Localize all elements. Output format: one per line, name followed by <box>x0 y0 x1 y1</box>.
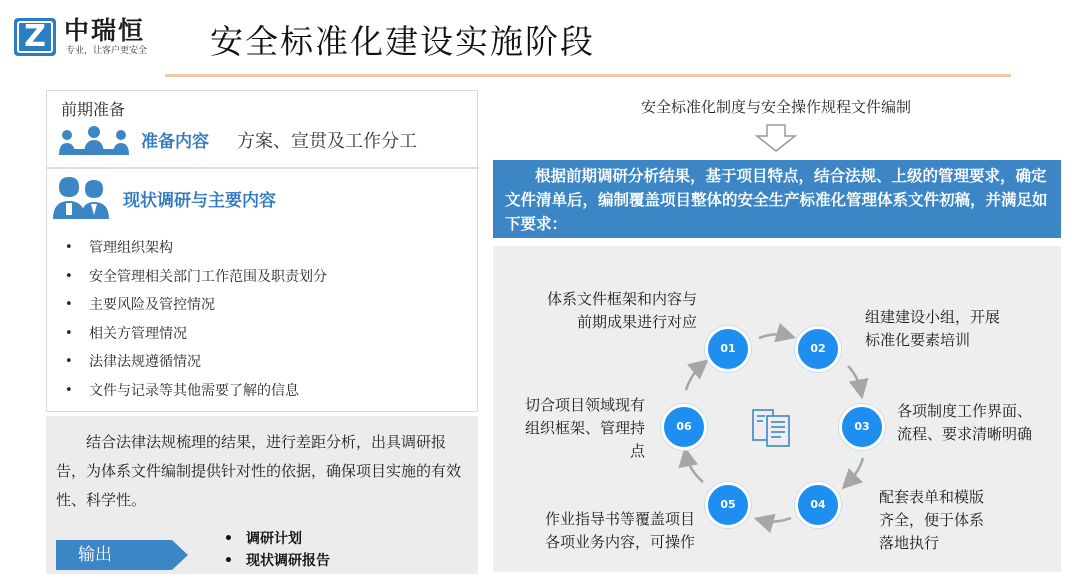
step-caption-04: 配套表单和模版 齐全，便于体系 落地执行 <box>879 488 985 552</box>
preparation-content-text: 方案、宣贯及工作分工 <box>237 131 417 152</box>
output-tag-label: 输出 <box>78 545 112 565</box>
step-node-04: 04 <box>795 482 841 528</box>
step-node-02: 02 <box>795 326 841 372</box>
people-icon <box>51 175 113 219</box>
preparation-divider <box>47 167 479 169</box>
requirements-intro-box <box>493 160 1061 238</box>
preparation-title: 前期准备 <box>61 100 126 119</box>
survey-heading <box>51 175 471 223</box>
step-node-01: 01 <box>705 326 751 372</box>
logo-name: 中瑞恒 <box>64 16 146 45</box>
step-node-03: 03 <box>839 404 885 450</box>
list-item: • 管理组织架构 <box>65 234 465 263</box>
list-item: • 文件与记录等其他需要了解的信息 <box>65 377 465 406</box>
arrow-tag-icon <box>56 540 188 570</box>
output-deliverables <box>224 528 330 572</box>
requirements-cycle-panel <box>493 246 1061 572</box>
document-icon <box>749 406 795 450</box>
page-title: 安全标准化建设实施阶段 <box>210 22 595 61</box>
list-item: • 现状调研报告 <box>224 550 330 572</box>
step-caption-02: 组建建设小组，开展 标准化要素培训 <box>865 308 1001 349</box>
step-caption-01: 体系文件框架和内容与 前期成果进行对应 <box>546 290 697 331</box>
output-tag <box>56 540 188 570</box>
survey-label: 现状调研与主要内容 <box>123 191 276 211</box>
survey-item-list <box>65 234 465 405</box>
preparation-content-label: 准备内容 <box>141 132 209 152</box>
system-section-title: 安全标准化制度与安全操作规程文件编制 <box>640 98 911 116</box>
logo-slogan: 专业，让客户更安全 <box>66 46 148 56</box>
company-logo <box>14 16 164 58</box>
step-caption-05: 作业指导书等覆盖项目 各项业务内容，可操作 <box>544 510 695 551</box>
list-item: • 安全管理相关部门工作范围及职责划分 <box>65 263 465 292</box>
step-caption-06: 切合项目领域现有 组织框架、管理持 点 <box>524 396 645 460</box>
step-node-06: 06 <box>661 404 707 450</box>
preparation-panel <box>46 90 478 412</box>
list-item: • 相关方管理情况 <box>65 320 465 349</box>
requirements-intro-text: 根据前期调研分析结果，基于项目特点，结合法规、上级的管理要求，确定文件清单后，编制覆盖项目整体的安全生产标准化管理体系文件初稿，并满足如下要求： <box>505 167 1048 233</box>
down-arrow-icon <box>755 124 797 152</box>
step-node-05: 05 <box>705 482 751 528</box>
list-item: • 法律法规遵循情况 <box>65 348 465 377</box>
logo-letter: Z <box>24 19 46 54</box>
list-item: • 调研计划 <box>224 528 330 550</box>
step-caption-03: 各项制度工作界面、 流程、要求清晰明确 <box>897 402 1033 443</box>
output-panel <box>46 416 478 574</box>
team-meeting-icon <box>57 125 131 159</box>
list-item: • 主要风险及管控情况 <box>65 291 465 320</box>
preparation-content-row <box>57 125 477 159</box>
output-description: 结合法律法规梳理的结果，进行差距分析，出具调研报告，为体系文件编制提供针对性的依据，确保项目实施的有效性、科学性。 <box>56 433 462 509</box>
title-divider <box>165 74 1011 77</box>
